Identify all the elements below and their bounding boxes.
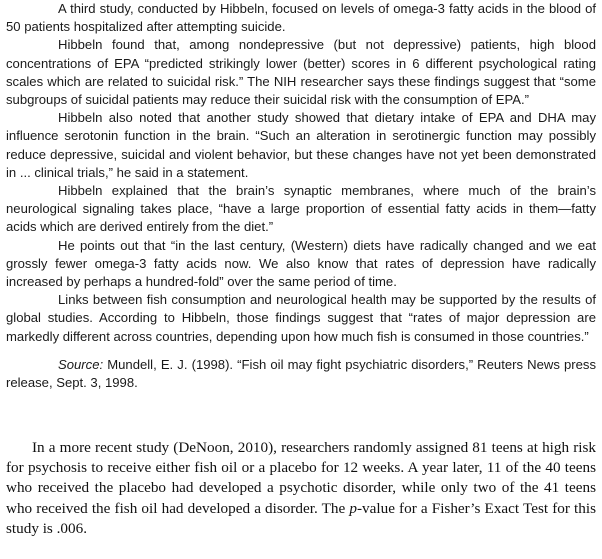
quote-paragraph: Hibbeln found that, among nondepressive (but not depressive) patients, high blood concentrations of EPA “predicted strikingly lower (better) scores in 6 different psychological rating scales which are related to suicidal risk.” The NIH researcher says these findings suggest that “some subgroups of suicidal patients may reduce their suicidal risk with the consumption of EPA.”	[6, 37, 596, 108]
body-text-after: -value for a Fisher’s Exact Test for this study is .006.	[6, 499, 596, 537]
quoted-article	[6, 0, 596, 392]
body-text	[6, 438, 596, 539]
quote-paragraph: Hibbeln explained that the brain’s synaptic membranes, where much of the brain’s neurological signaling takes place, “have a large proportion of essential fatty acids in them—fatty acids which are derived entirely from the diet.”	[6, 183, 596, 235]
body-text-before: In a more recent study (DeNoon, 2010), researchers randomly assigned 81 teens at high risk for psychosis to receive either fish oil or a placebo for 12 weeks. A year later, 11 of the 40 teens who received the placebo had developed a psychotic disorder, while only two of the 41 teens who received the fish oil had developed a disorder. The	[6, 439, 596, 517]
p-value-symbol: p	[349, 499, 357, 517]
quote-paragraph: A third study, conducted by Hibbeln, focused on levels of omega-3 fatty acids in the blood of 50 patients hospitalized after attempting suicide.	[6, 1, 596, 35]
body-paragraph	[6, 438, 596, 539]
source-citation	[6, 356, 596, 392]
source-text: Mundell, E. J. (1998). “Fish oil may fight psychiatric disorders,” Reuters News press release, Sept. 3, 1998.	[6, 356, 596, 391]
source-label: Source:	[58, 356, 104, 372]
quote-paragraph: He points out that “in the last century, (Western) diets have radically changed and we eat grossly fewer omega-3 fatty acids now. We also know that rates of depression have radically increased by perhaps a hundred-fold” over the same period of time.	[6, 237, 596, 290]
quote-paragraph: Links between fish consumption and neurological health may be supported by the results of global studies. According to Hibbeln, those findings suggest that “rates of major depression are markedly different across countries, depending upon how much fish is consumed in those countries.”	[6, 292, 596, 344]
quote-paragraph: Hibbeln also noted that another study showed that dietary intake of EPA and DHA may influence serotonin function in the brain. “Such an alteration in serotinergic function may possibly reduce depressive, suicidal and violent behavior, but these changes have not yet been demonstrated in ... clinical trials,” he said in a statement.	[6, 110, 596, 180]
